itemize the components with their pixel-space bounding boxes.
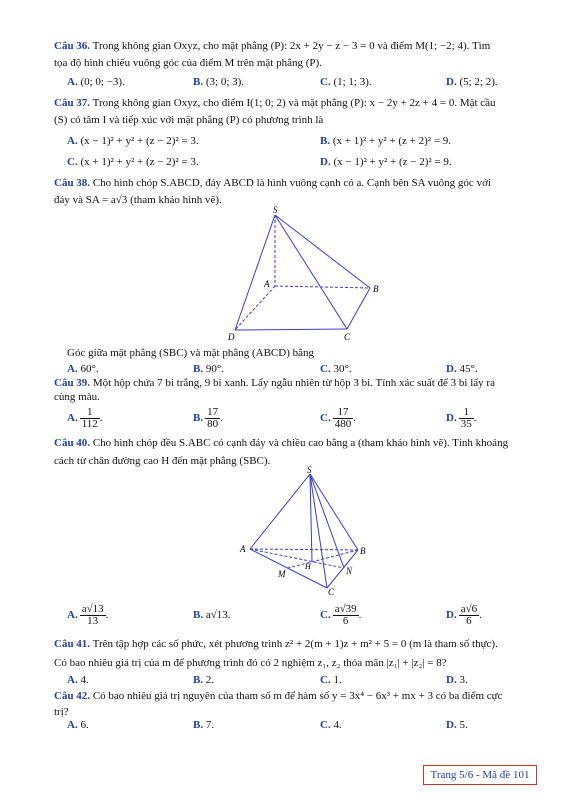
q37-line1 [54,96,566,110]
label-a: A [240,544,246,554]
q42-option-d[interactable]: D. 5. [446,719,468,731]
q36-option-a[interactable]: A. (0; 0; −3). [67,76,125,88]
edge-sb [275,215,370,288]
q38-line1 [54,176,566,190]
q42-label: Câu 42. [54,690,91,702]
q39-option-b[interactable]: B. $\frac{17}{80}$ . [193,405,223,430]
edge-ab [275,286,370,288]
edge-bc [327,550,358,588]
q37-option-b[interactable]: B. (x + 1)² + y² + (z + 2)² = 9. [320,135,452,147]
q39-line1 [54,376,566,390]
q37-options-row1 [0,133,566,149]
q41-options [0,672,566,688]
label-b: B [373,284,379,294]
q41-text-1: Trên tập hợp các số phức, xét phương trình z² + 2(m + 1)z + m² + 5 = 0 (m là tham số thực). [92,638,498,650]
q39-line2: cùng màu. [54,391,100,403]
q40-line1 [54,436,566,450]
q38-label: Câu 38. [54,177,91,189]
q41-line2: Có bao nhiêu giá trị của m để phương trình đó có 2 nghiệm z₁, z₂ thỏa mãn |z₁| + |z₂| = 8? [54,657,447,669]
q42-option-c[interactable]: C. 4. [320,719,342,731]
q38-option-b[interactable]: B. 90°. [193,363,224,375]
edge-sa [250,474,310,549]
q38-options [0,361,566,377]
edge-sc [310,474,327,588]
q38-option-d[interactable]: D. 45°. [446,363,478,375]
q42-text-1: Có bao nhiêu giá trị nguyên của tham số m để hàm số y = 3x⁴ − 6x³ + mx + 3 có ba điểm cực [92,690,503,702]
label-d: D [228,332,235,342]
q40-option-d[interactable]: D. $\frac{a√6}{6}$ . [446,602,482,627]
label-n: N [346,566,353,576]
q41-option-c[interactable]: C. 1. [320,674,342,686]
q39-text-1: Một hộp chứa 7 bi trắng, 9 bi xanh. Lấy ngẫu nhiên từ hộp 3 bi. Tính xác suất để 3 bi lấy ra [92,377,495,389]
label-c: C [344,332,351,342]
q38-text-1: Cho hình chóp S.ABCD, đáy ABCD là hình vuông cạnh có a. Cạnh bên SA vuông góc với [92,177,491,189]
q37-text-1: Trong không gian Oxyz, cho điểm I(1; 0; 2) và mặt phẳng (P): x − 2y + 2z + 4 = 0. Mặt cầu [92,97,496,109]
q37-options-row2 [0,154,566,170]
label-m: M [278,569,286,579]
q40-option-a[interactable]: A. $\frac{a√13}{13}$ . [67,602,109,627]
q39-label: Câu 39. [54,377,91,389]
edge-an [250,549,344,568]
q42-line2: trị? [54,706,69,718]
label-c: C [328,587,335,596]
q41-label: Câu 41. [54,638,91,650]
q36-label: Câu 36. [54,40,91,52]
page-footer: Trang 5/6 - Mã đề 101 [423,765,537,785]
q40-option-b[interactable]: B. a√13. [193,609,231,621]
edge-cb [347,288,370,329]
q42-option-b[interactable]: B. 7. [193,719,215,731]
q40-label: Câu 40. [54,437,91,449]
q37-option-a[interactable]: A. (x − 1)² + y² + (z − 2)² = 3. [67,135,199,147]
q38-line2: đáy và SA = a√3 (tham khảo hình vẽ). [54,194,222,206]
q36-options [0,74,566,90]
label-a: A [264,279,270,289]
edge-sn [310,474,344,568]
q39-option-d[interactable]: D. $\frac{1}{35}$ . [446,405,477,430]
q42-option-a[interactable]: A. 6. [67,719,89,731]
q36-line1 [54,39,566,53]
q40-text-1: Cho hình chóp đều S.ABC có cạnh đáy và chiều cao bằng a (tham khảo hình vẽ). Tính khoảng [92,437,509,449]
label-s: S [273,205,278,215]
q38-question: Góc giữa mặt phẳng (SBC) và mặt phẳng (ABCD) bằng [67,347,315,359]
edge-ac [250,549,327,588]
edge-sc [275,215,347,329]
q36-text-1: Trong không gian Oxyz, cho mặt phẳng (P): 2x + 2y − z − 3 = 0 và điểm M(1; −2; 4). Tìm [92,40,491,52]
q38-option-a[interactable]: A. 60°. [67,363,99,375]
pyramid-sabcd-figure [220,205,390,347]
q40-line2: cách từ chân đường cao H đến mặt phẳng (SBC). [54,455,271,467]
q40-option-c[interactable]: C. $\frac{a√39}{6}$ . [320,602,362,627]
edge-sb [310,474,358,550]
label-b: B [360,546,366,556]
q38-option-c[interactable]: C. 30°. [320,363,352,375]
q37-option-d[interactable]: D. (x − 1)² + y² + (z − 2)² = 9. [320,156,452,168]
edge-dc [235,329,347,330]
q41-option-d[interactable]: D. 3. [446,674,468,686]
q41-option-a[interactable]: A. 4. [67,674,89,686]
q42-line1 [54,689,566,703]
edge-ab [250,549,358,550]
q36-option-b[interactable]: B. (3; 0; 3). [193,76,245,88]
label-h: H [305,562,311,571]
q39-option-c[interactable]: C. $\frac{17}{480}$ . [320,405,356,430]
q39-options [0,403,566,433]
edge-sd [235,215,275,330]
q37-option-c[interactable]: C. (x + 1)² + y² + (z − 2)² = 3. [67,156,199,168]
q37-line2: (S) có tâm I và tiếp xúc với mặt phẳng (P) có phương trình là [54,114,324,126]
q42-options [0,717,566,733]
q40-options [0,600,566,630]
q36-option-d[interactable]: D. (5; 2; 2). [446,76,498,88]
q39-option-a[interactable]: A. $\frac{1}{112}$ . [67,405,103,430]
q36-option-c[interactable]: C. (1; 1; 3). [320,76,372,88]
label-s: S [307,466,312,475]
q36-line2: tọa độ hình chiếu vuông góc của điểm M trên mặt phẳng (P). [54,57,322,69]
q37-label: Câu 37. [54,97,91,109]
pyramid-sabc-figure [232,466,382,596]
edge-ad [235,286,275,330]
q41-option-b[interactable]: B. 2. [193,674,215,686]
q41-line1 [54,637,566,651]
